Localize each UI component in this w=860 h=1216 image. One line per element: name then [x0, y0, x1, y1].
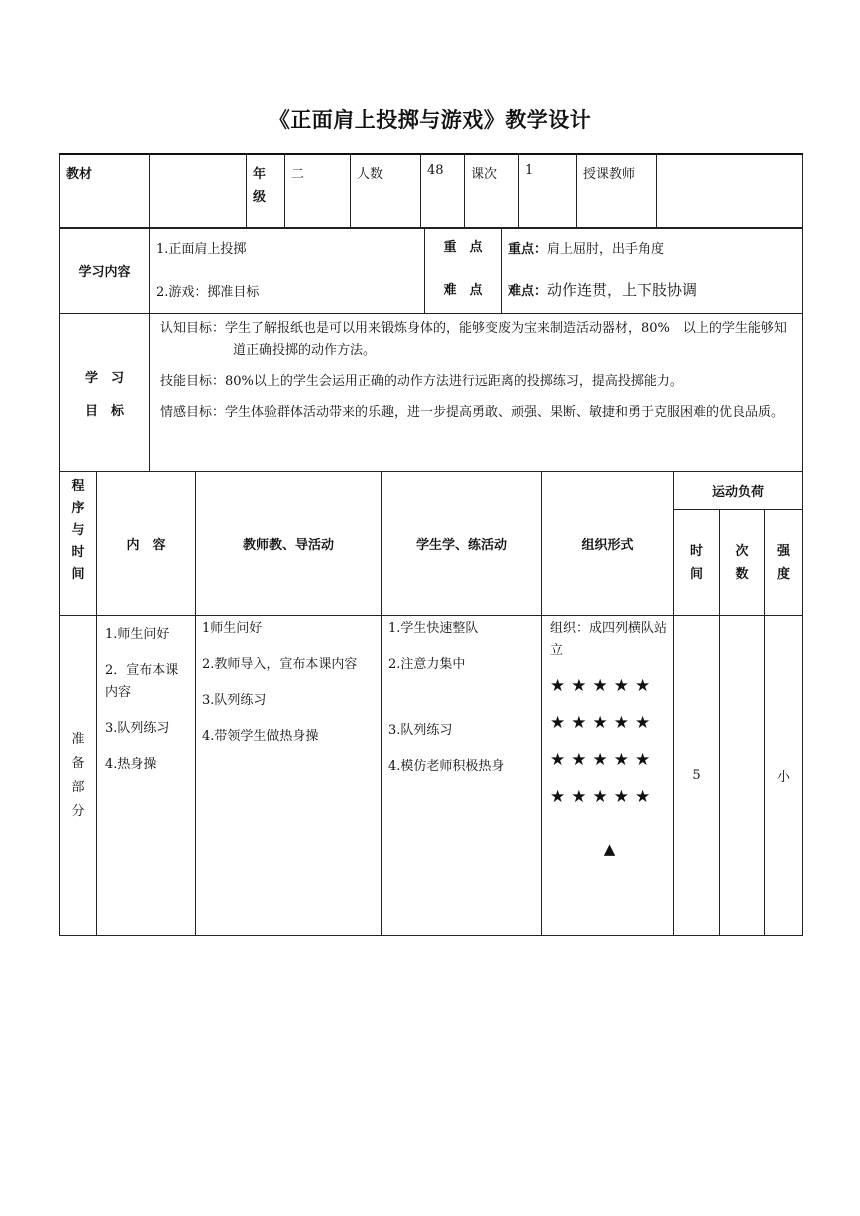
content-table [59, 227, 803, 472]
teacher-position-icon: ▲ [603, 840, 616, 858]
content-item-2: 2.游戏：掷准目标 [156, 285, 260, 300]
teacher-activity-header: 教师教、导活动 [196, 472, 382, 616]
count-value: 48 [421, 154, 465, 228]
times-header: 次 数 [720, 510, 765, 616]
list-item: 2.教师导入，宣布本课内容 [202, 657, 358, 672]
grade-label: 年 级 [247, 154, 285, 228]
formation-row: ★★★★★ [550, 787, 657, 807]
formation-row: ★★★★★ [550, 713, 657, 733]
list-item: 1.师生问好 [105, 627, 170, 642]
list-item: 3.队列练习 [202, 693, 267, 708]
time-header: 时 间 [674, 510, 720, 616]
page-title: 《正面肩上投掷与游戏》教学设计 [268, 108, 592, 132]
objective-cognitive: 认知目标：学生了解报纸也是可以用来锻炼身体的，能够变废为宝来制造活动器材，80% 以上的学生能够知道正确投掷的动作方法。 [160, 321, 787, 358]
list-item: 4.带领学生做热身操 [202, 729, 319, 744]
prep-time: 5 [674, 616, 720, 936]
formation-row: ★★★★★ [550, 750, 657, 770]
objectives-label: 学 习 目 标 [60, 314, 150, 472]
procedure-header: 程 序 与 时 间 [60, 472, 97, 616]
prep-times [720, 616, 765, 936]
intensity-header: 强 度 [765, 510, 803, 616]
key-point: 肩上屈肘，出手角度 [547, 242, 665, 257]
prep-content [97, 616, 196, 936]
content-item-1: 1.正面肩上投掷 [156, 242, 247, 257]
teacher-value [657, 154, 803, 228]
list-item: 4.模仿老师积极热身 [388, 759, 505, 774]
lesson-value: 1 [519, 154, 577, 228]
prep-organization [542, 616, 674, 936]
list-item: 2.注意力集中 [388, 657, 466, 672]
content-label: 学习内容 [60, 228, 150, 314]
list-item: 1.学生快速整队 [388, 621, 479, 636]
content-header: 内 容 [97, 472, 196, 616]
teacher-label: 授课教师 [577, 154, 657, 228]
organization-text: 组织：成四列横队站立 [550, 621, 668, 658]
list-item: 3.队列练习 [105, 721, 170, 736]
list-item: 3.队列练习 [388, 723, 453, 738]
key-difficulty-values [502, 228, 803, 314]
textbook-label: 教材 [60, 154, 150, 228]
prep-intensity: 小 [765, 616, 803, 936]
prep-teacher [196, 616, 382, 936]
objective-emotion: 情感目标：学生体验群体活动带来的乐趣，进一步提高勇敢、顽强、果断、敏捷和勇于克服困难的优良品质。 [160, 405, 785, 420]
student-activity-header: 学生学、练活动 [382, 472, 542, 616]
difficulty-label: 难点： [508, 284, 548, 299]
load-header: 运动负荷 [674, 472, 803, 510]
list-item: 2．宣布本课内容 [105, 663, 179, 700]
organization-header: 组织形式 [542, 472, 674, 616]
content-items [150, 228, 425, 314]
difficulty: 动作连贯，上下肢协调 [547, 281, 698, 299]
info-table [59, 153, 803, 229]
grade-value: 二 [285, 154, 351, 228]
prep-phase: 准 备 部 分 [60, 616, 97, 936]
list-item: 4.热身操 [105, 757, 157, 772]
key-difficulty-label: 重 点 难 点 [425, 228, 502, 314]
list-item: 1师生问好 [202, 621, 263, 636]
objective-skill: 技能目标：80%以上的学生会运用正确的动作方法进行远距离的投掷练习，提高投掷能力。 [160, 374, 683, 389]
count-label: 人数 [351, 154, 421, 228]
lesson-label: 课次 [465, 154, 519, 228]
prep-student [382, 616, 542, 936]
textbook-value [150, 154, 247, 228]
objectives-body [150, 314, 803, 472]
key-point-label: 重点： [508, 242, 548, 257]
formation-row: ★★★★★ [550, 676, 657, 696]
procedure-table [59, 471, 803, 936]
